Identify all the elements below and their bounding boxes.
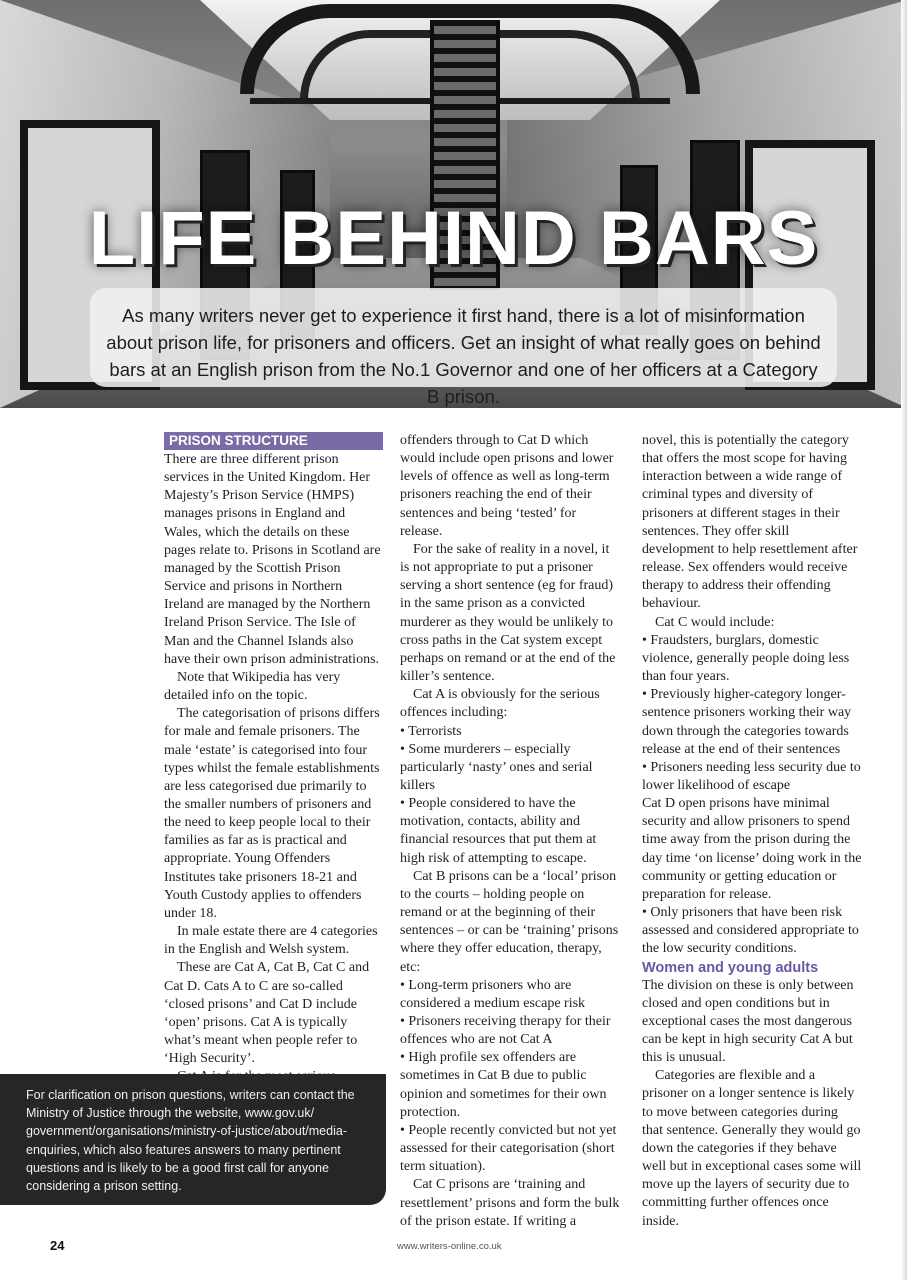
paragraph: Categories are flexible and a prisoner on a longer sentence is likely to move between categories during that sentence. Generally they would go down the categories if they behave well but in exceptional cases some will move up the layers of security due to committing further offences once inside.	[642, 1068, 862, 1229]
paragraph: Cat C prisons are ‘training and resettlement’ prisons and form the bulk of the prison estate. If writing a	[400, 1177, 620, 1229]
bullet-item: • High profile sex offenders are sometimes in Cat B due to public opinion and sometimes for their own protection.	[400, 1050, 607, 1120]
paragraph: Cat A is obviously for the serious offences including:	[400, 687, 600, 721]
footer-url: www.writers-online.co.uk	[397, 1241, 502, 1252]
contact-note-box: For clarification on prison questions, writers can contact the Ministry of Justice through the website, www.gov.uk/ government/organisations/ministry-of-justice/about/media-enquiries, which also features answers to many pertinent questions and is likely to be a good first call for anyone considering a prison setting.	[0, 1074, 386, 1205]
section-heading: PRISON STRUCTURE	[164, 432, 383, 450]
paragraph: Cat D open prisons have minimal security and allow prisoners to spend time away from the prison during the day time ‘on license’ doing work in the community or getting education or preparation for release.	[642, 796, 862, 902]
page-title: LIFE BEHIND BARS	[88, 196, 819, 281]
paragraph: offenders through to Cat D which would include open prisons and lower levels of offence as well as long-term prisoners reaching the end of their sentences and being ‘tested’ for release.	[400, 433, 614, 539]
paragraph: Note that Wikipedia has very detailed info on the topic.	[164, 669, 341, 704]
article-column-3	[642, 432, 862, 1231]
bullet-item: • Some murderers – especially particularly ‘nasty’ ones and serial killers	[400, 741, 593, 793]
article-column-2	[400, 432, 620, 1231]
paragraph: novel, this is potentially the category that offers the most scope for having interaction between a wide range of criminal types and diversity of prisoners at different stages in their sentences. They offer skill development to help resettlement after release. Sex offenders would receive therapy to address their offending behaviour.	[642, 433, 858, 612]
paragraph: Cat C would include:	[655, 614, 775, 630]
bullet-item: • People considered to have the motivation, contacts, ability and financial resources that put them at high risk of attempting to escape.	[400, 796, 597, 866]
bullet-item: • Long-term prisoners who are considered a medium escape risk	[400, 977, 586, 1011]
article-column-1	[164, 432, 383, 1086]
paragraph: In male estate there are 4 categories in the English and Welsh system.	[164, 924, 378, 958]
bullet-item: • Previously higher-category longer-sentence prisoners working their way down through the categories towards release at the end of their sentences	[642, 687, 852, 757]
paragraph: The categorisation of prisons differs for male and female prisoners. The male ‘estate’ is categorised into four types whilst the female establishments are less categorised due primarily to the smaller numbers of prisoners and the need to keep people local to their families as far as is practical and appropriate. Young Offenders Institutes take prisoners 18-21 and Youth Custody applies to offenders under 18.	[164, 706, 380, 921]
bullet-item: • Prisoners needing less security due to lower likelihood of escape	[642, 759, 861, 793]
paragraph: The division on these is only between closed and open conditions but in exceptional cases the most dangerous can be kept in high security Cat A but this is unusual.	[642, 977, 854, 1066]
bullet-item: • Prisoners receiving therapy for their offences who are not Cat A	[400, 1014, 611, 1048]
bullet-item: • Terrorists	[400, 723, 462, 739]
page-edge	[901, 0, 907, 1280]
paragraph: These are Cat A, Cat B, Cat C and Cat D. Cats A to C are so-called ‘closed prisons’ and Cat D include ‘open’ prisons. Cat A is typically what’s meant when people refer to ‘High Security’.	[164, 960, 370, 1067]
bullet-item: • Only prisoners that have been risk assessed and considered appropriate to the low security conditions.	[642, 905, 859, 957]
hero-image	[0, 0, 907, 408]
intro-standfirst: As many writers never get to experience it first hand, there is a lot of misinformation about prison life, for prisoners and officers. Get an insight of what really goes on behind bars at an English prison from the No.1 Governor and one of her officers at a Category B prison.	[90, 288, 837, 387]
bullet-item: • Fraudsters, burglars, domestic violence, generally people doing less than four years.	[642, 632, 850, 685]
bullet-item: • People recently convicted but not yet assessed for their categorisation (short term situation).	[400, 1122, 617, 1175]
page-number: 24	[50, 1238, 65, 1253]
paragraph: For the sake of reality in a novel, it is not appropriate to put a prisoner serving a short sentence (eg for fraud) in the same prison as a convicted murderer as they would be unlikely to cross paths in the Cat system except perhaps on remand or at the end of the killer’s sentence.	[400, 541, 616, 685]
paragraph: There are three different prison services in the United Kingdom. Her Majesty’s Prison Service (HMPS) manages prisons in England and Wales, which the details on these pages relate to. Prisons in Scotland are managed by the Scottish Prison Service and prisons in Northern Ireland are managed by the Northern Ireland Prison Service. The Isle of Man and the Channel Islands also have their own prison administrations.	[164, 452, 381, 667]
paragraph: Cat B prisons can be a ‘local’ prison to the courts – holding people on remand or at the beginning of their sentences – or can be ‘training’ prisons where they offer education, therapy, etc:	[400, 868, 619, 975]
subheading: Women and young adults	[642, 959, 819, 976]
